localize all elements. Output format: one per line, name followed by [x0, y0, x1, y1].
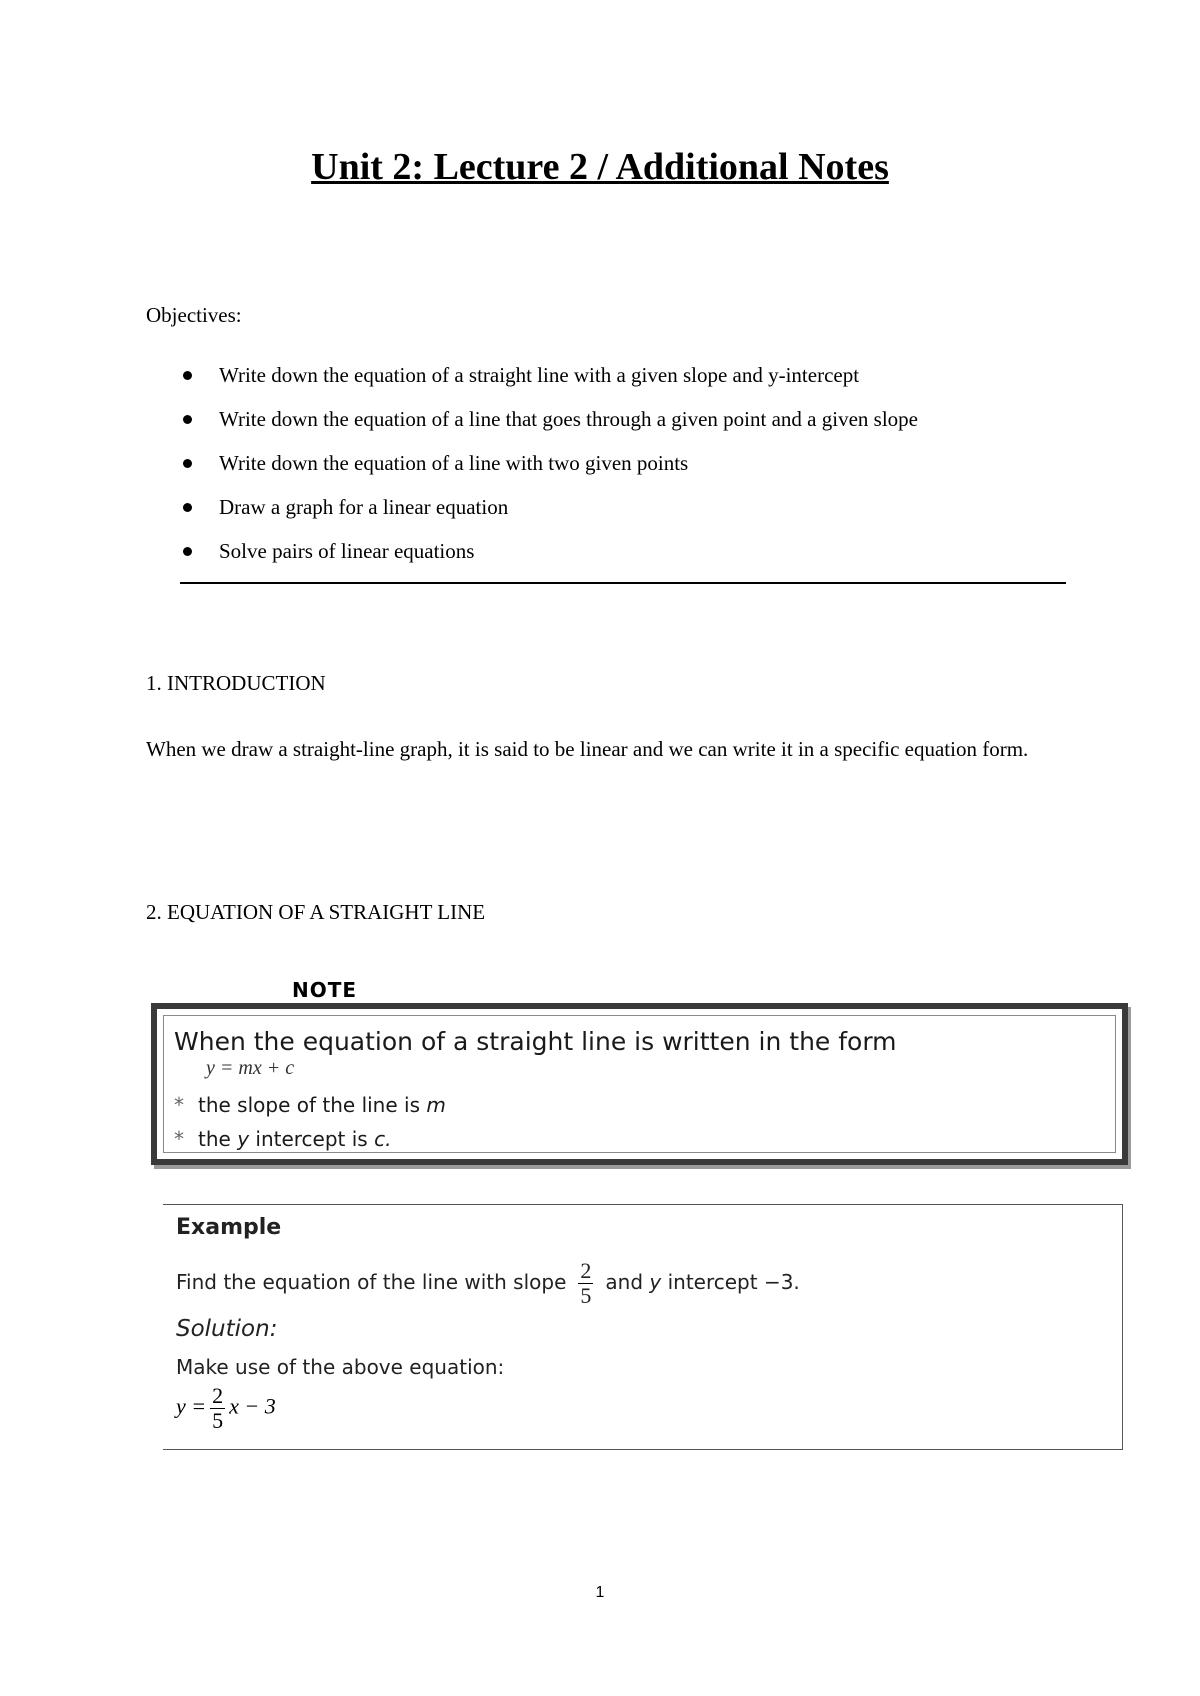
example-box — [163, 1204, 1123, 1450]
bullet-icon — [183, 503, 192, 512]
objectives-label: Objectives: — [146, 303, 242, 327]
equation-fraction: $\frac{2}{5}$ — [212, 1383, 224, 1433]
section-heading-introduction: 1. INTRODUCTION — [146, 671, 326, 695]
note-text: When the equation of a straight line is written in the form — [174, 1027, 897, 1056]
note-label: NOTE — [292, 978, 358, 1002]
bullet-icon — [183, 371, 192, 380]
note-equation: y = mx + c — [206, 1057, 295, 1079]
example-title: Example — [176, 1215, 282, 1240]
solution-equation: y = $\frac{2}{5}$ x − 3 — [176, 1383, 276, 1433]
introduction-paragraph: When we draw a straight-line graph, it is said to be linear and we can write it in a specific equation form. — [146, 737, 1029, 761]
list-item: Draw a graph for a linear equation — [183, 492, 918, 536]
bullet-icon — [183, 415, 192, 424]
section-heading-equation: 2. EQUATION OF A STRAIGHT LINE — [146, 900, 486, 924]
list-item: Write down the equation of a line that goes through a given point and a given slope — [183, 404, 918, 448]
bullet-icon — [183, 547, 192, 556]
note-bullet-slope: * the slope of the line is m — [174, 1093, 446, 1117]
list-item: Write down the equation of a straight line with a given slope and y-intercept — [183, 360, 918, 404]
note-bullet-intercept: * the y intercept is c. — [174, 1127, 392, 1151]
page-title: Unit 2: Lecture 2 / Additional Notes — [311, 146, 889, 188]
page-number: 1 — [595, 1584, 605, 1601]
solution-text: Make use of the above equation: — [176, 1355, 505, 1379]
bullet-icon — [183, 459, 192, 468]
list-item: Write down the equation of a line with two given points — [183, 448, 918, 492]
solution-label: Solution: — [176, 1316, 278, 1342]
example-question: Find the equation of the line with slope $\frac{2}{5}$ and y intercept −3. — [176, 1258, 800, 1308]
list-item: Solve pairs of linear equations — [183, 536, 918, 580]
slope-fraction: $\frac{2}{5}$ — [580, 1258, 592, 1308]
divider — [180, 582, 1066, 584]
objectives-list — [183, 360, 918, 580]
